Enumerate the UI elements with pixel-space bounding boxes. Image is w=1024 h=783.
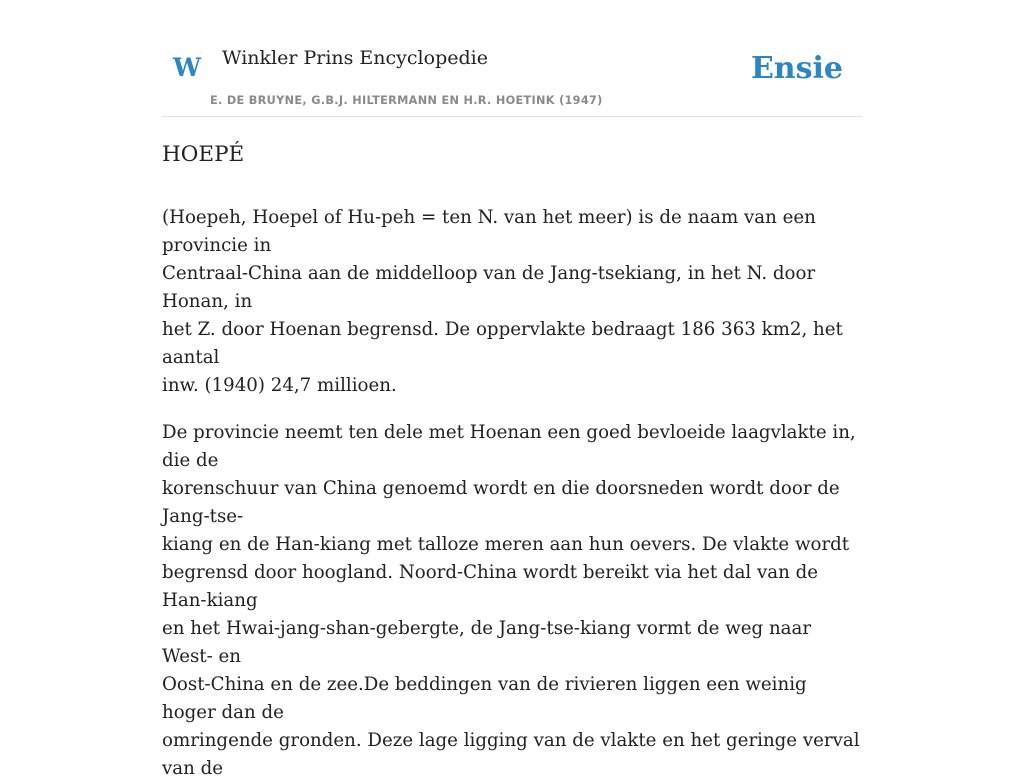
- book-authors: E. DE BRUYNE, G.B.J. HILTERMANN EN H.R. HOETINK (1947): [210, 94, 603, 107]
- entry-title: HOEPÉ: [162, 142, 245, 167]
- ensie-logo[interactable]: Ensie: [750, 51, 843, 86]
- article-paragraph-2: De provincie neemt ten dele met Hoenan een goed bevloeide laagvlakte in, die de korenschuur van China genoemd wordt en die doorsneden wordt door de Jang-tse- kiang en de Han-kiang met talloze meren aan hun oevers. De vlakte wordt begrensd door hoogland. Noord-China wordt bereikt via het dal van de Han-kiang en het Hwai-jang-shan-gebergte, de Jang-tse-kiang vormt de weg naar West- en Oost-China en de zee.De beddingen van de rivieren liggen een weinig hoger dan de omringende gronden. Deze lage ligging van de vlakte en het geringe verval van de: [162, 422, 860, 779]
- winkler-prins-logo[interactable]: W: [173, 53, 202, 82]
- site-header: [162, 0, 862, 117]
- article: [162, 140, 862, 783]
- book-title[interactable]: Winkler Prins Encyclopedie: [222, 47, 488, 69]
- article-paragraph-1: (Hoepeh, Hoepel of Hu-peh = ten N. van het meer) is de naam van een provincie in Centraal-China aan de middelloop van de Jang-tsekiang, in het N. door Honan, in het Z. door Hoenan begrensd. De oppervlakte bedraagt 186 363 km2, het aantal inw. (1940) 24,7 millioen.: [162, 207, 843, 396]
